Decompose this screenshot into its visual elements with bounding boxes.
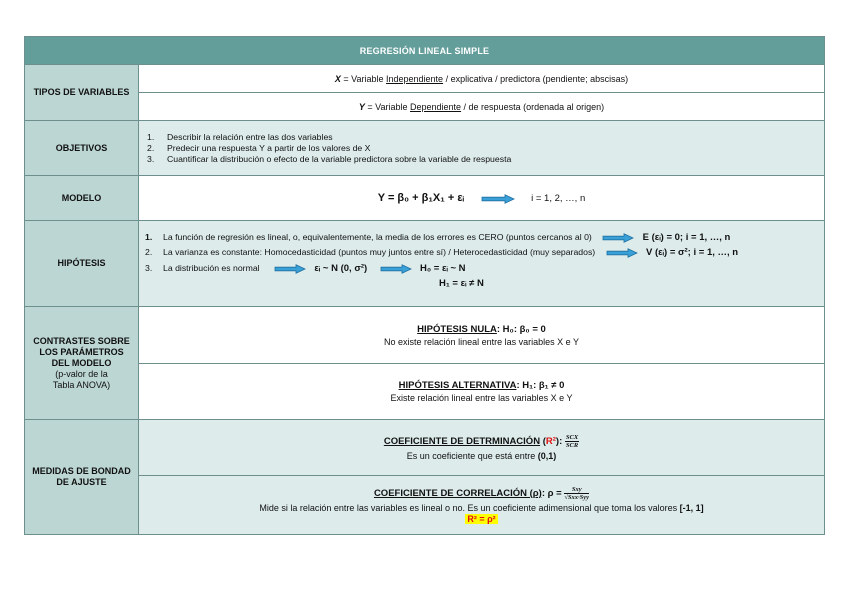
hipotesis-item-2: 2. La varianza es constante: Homocedasticidad (puntos muy juntos entre sí) / Heterocedasticidad (muy separados) V (εᵢ) = σ²; i = 1, …, n (145, 247, 739, 258)
hipotesis-h1: H₁ = εᵢ ≠ N (439, 278, 484, 289)
list-item: 3. Cuantificar la distribución o efecto de la variable predictora sobre la variable de respuesta (147, 153, 512, 164)
hipotesis-nula-cell: HIPÓTESIS NULA: H₀: β₀ = 0 No existe relación lineal entre las variables X e Y (139, 307, 825, 364)
hipotesis-item-3: 3. La distribución es normal εᵢ ~ N (0, σ²) H₀ = εᵢ ~ N (145, 263, 466, 274)
hipotesis-nula-title: HIPÓTESIS NULA (417, 323, 497, 335)
coef-correlacion-fraction: $\frac{\text{Sxy}}{\text{√Sxx·Syy}}$ (564, 486, 590, 501)
modelo-equation: Y = β₀ + β₁X₁ + εᵢ (377, 192, 465, 204)
label-hipotesis: HIPÓTESIS (25, 221, 139, 307)
hipotesis-alternativa-cell: HIPÓTESIS ALTERNATIVA: H₁: β₁ ≠ 0 Existe relación lineal entre las variables X e Y (139, 364, 825, 420)
r2-rho2-relation: R² = ρ² (467, 514, 496, 524)
label-objetivos: OBJETIVOS (25, 121, 139, 176)
right-arrow-icon (602, 233, 634, 243)
hipotesis-alternativa-title: HIPÓTESIS ALTERNATIVA (398, 380, 517, 391)
modelo-range: i = 1, 2, …, n (531, 193, 586, 204)
coef-correlacion-desc: Mide si la relación entre las variables es lineal o no. Es un coeficiente adimensional que toma los valores [-1, 1] (259, 503, 704, 513)
label-contrastes: CONTRASTES SOBRE LOS PARÁMETROS DEL MODELO (p-valor de la Tabla ANOVA) (25, 307, 139, 420)
objetivos-list-cell (139, 121, 825, 176)
right-arrow-icon (481, 194, 515, 204)
hipotesis-cell (139, 221, 825, 307)
hipotesis-alternativa-desc: Existe relación lineal entre las variables X e Y (390, 393, 573, 403)
list-item: 1. Describir la relación entre las dos variables (147, 131, 333, 142)
label-bondad-ajuste: MEDIDAS DE BONDAD DE AJUSTE (25, 420, 139, 535)
right-arrow-icon (274, 264, 306, 274)
objetivos-list (139, 132, 824, 165)
regression-summary-table (24, 36, 825, 535)
hipotesis-item-1: 1. La función de regresión es lineal, o, equivalentemente, la media de los errores es CERO (puntos cercanos al 0) E (εᵢ) = 0; i = 1, …, n (145, 232, 731, 243)
coef-determinacion-title: COEFICIENTE DE DETRMINACIÓN (383, 436, 541, 448)
label-tipos-variables: TIPOS DE VARIABLES (25, 65, 139, 121)
coef-determinacion-desc: Es un coeficiente que está entre (0,1) (406, 451, 557, 461)
hipotesis-nula-desc: No existe relación lineal entre las variables X e Y (384, 336, 579, 347)
variable-x-definition: X = Variable Independiente / explicativa / predictora (pendiente; abscisas) (139, 65, 825, 93)
coef-determinacion-fraction: $\frac{\text{SCX}}{\text{SCR}}$ (565, 434, 579, 449)
label-modelo: MODELO (25, 176, 139, 221)
coef-correlacion-cell: COEFICIENTE DE CORRELACIÓN (ρ): ρ = $\frac{\text{Sxy}}{\text{√Sxx·Syy}}$ Mide si la relación entre las variables es lineal o no. Es un coeficiente adimensional que toma los valores [-1, 1] R² = ρ² (139, 476, 825, 535)
right-arrow-icon (606, 248, 638, 258)
modelo-equation-cell (139, 176, 825, 221)
right-arrow-icon (380, 264, 412, 274)
coef-correlacion-title: COEFICIENTE DE CORRELACIÓN (ρ) (373, 488, 542, 500)
variable-y-definition: Y = Variable Dependiente / de respuesta (ordenada al origen) (139, 93, 825, 121)
table-title: REGRESIÓN LINEAL SIMPLE (25, 37, 825, 65)
coef-determinacion-cell: COEFICIENTE DE DETRMINACIÓN (R²): $\frac{\text{SCX}}{\text{SCR}}$ Es un coeficiente que está entre (0,1) (139, 420, 825, 476)
list-item: 2. Predecir una respuesta Y a partir de los valores de X (147, 142, 371, 153)
